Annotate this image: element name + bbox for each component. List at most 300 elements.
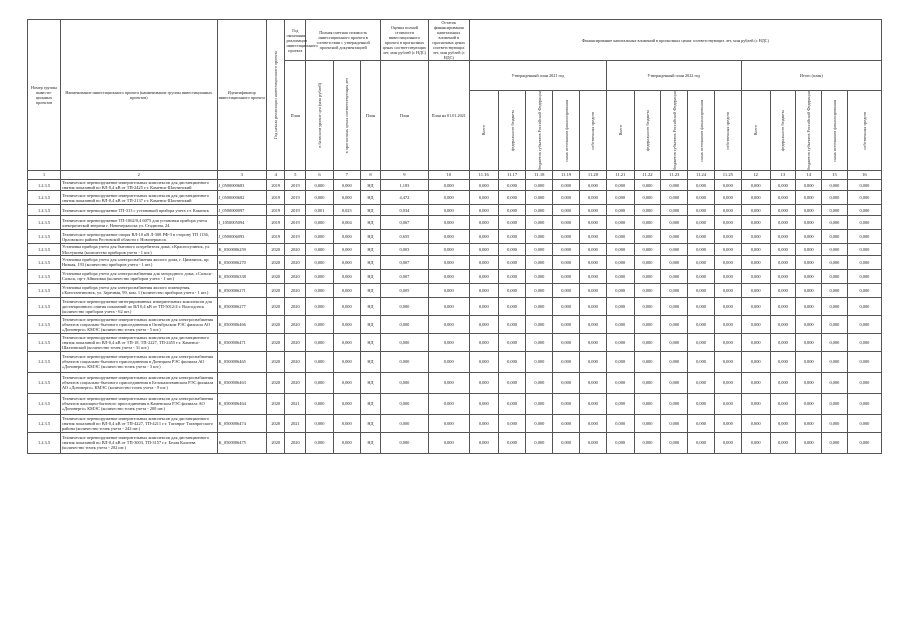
header-total: Итого (план) <box>741 61 881 91</box>
remaining-cell: 0,000 <box>428 205 469 216</box>
cost-base-cell: 0,000 <box>306 216 334 230</box>
financing-value-cell: 0,000 <box>847 372 881 393</box>
table-row <box>28 393 882 414</box>
table-row <box>28 372 882 393</box>
financing-value-cell: 0,000 <box>580 216 607 230</box>
financing-value-cell: 0,000 <box>714 315 741 333</box>
column-number: 11.25 <box>714 171 741 180</box>
financing-value-cell: 0,000 <box>661 432 688 453</box>
financing-value-cell: 0,000 <box>796 432 822 453</box>
header-estimate-group: Оценка полной стоимости инвестиционного проекта в прогнозных ценах соответствующих лет, млн рублей (с НДС) <box>381 20 428 61</box>
column-number: 9 <box>381 171 428 180</box>
financing-value-cell: 0,000 <box>498 191 526 205</box>
cost-forecast-cell: 0,000 <box>333 180 360 191</box>
header-full-cost-group: Полная сметная стоимость инвестиционного проекта в соответствии с утвержденной проектной документацией <box>306 20 381 61</box>
financing-value-cell: 0,000 <box>606 432 634 453</box>
financing-value-cell: 0,000 <box>469 205 498 216</box>
group-number-cell: 1.2.3.5 <box>28 315 61 333</box>
start-year-cell: 2019 <box>266 180 285 191</box>
financing-value-cell: 0,000 <box>634 393 661 414</box>
cost-plan-cell: НД <box>360 372 381 393</box>
financing-value-cell: 0,000 <box>770 414 796 432</box>
financing-value-cell: 0,000 <box>847 244 881 255</box>
cost-base-cell: 0,000 <box>306 283 334 297</box>
financing-value-cell: 0,000 <box>741 216 770 230</box>
financing-value-cell: 0,000 <box>796 191 822 205</box>
cost-forecast-cell: 0,000 <box>333 372 360 393</box>
table-row <box>28 283 882 297</box>
financing-value-cell: 0,000 <box>770 269 796 283</box>
investment-program-table <box>27 19 882 454</box>
financing-value-cell: 0,000 <box>741 414 770 432</box>
financing-value-cell: 0,000 <box>847 255 881 269</box>
group-number-cell: 1.2.3.5 <box>28 230 61 244</box>
header-total-own <box>847 91 881 171</box>
financing-value-cell: 0,000 <box>526 393 553 414</box>
header-2021-total-text: Всего <box>481 125 487 136</box>
project-id-cell: J_0500000683 <box>217 180 266 191</box>
cost-base-cell: 0,000 <box>306 414 334 432</box>
financing-value-cell: 0,000 <box>580 393 607 414</box>
start-year-cell: 2020 <box>266 393 285 414</box>
financing-value-cell: 0,000 <box>796 244 822 255</box>
project-id-cell: K_0500006463 <box>217 372 266 393</box>
financing-value-cell: 0,000 <box>606 283 634 297</box>
financing-value-cell: 0,000 <box>796 315 822 333</box>
cost-forecast-cell: 0,000 <box>333 414 360 432</box>
financing-value-cell: 0,000 <box>661 180 688 191</box>
financing-value-cell: 0,000 <box>469 297 498 315</box>
cost-plan-cell: НД <box>360 180 381 191</box>
financing-value-cell: 0,000 <box>847 297 881 315</box>
cost-forecast-cell: 0,000 <box>333 351 360 372</box>
remaining-cell: 0,000 <box>428 351 469 372</box>
header-2022-fed-text: федерального бюджета <box>645 109 650 152</box>
financing-value-cell: 0,000 <box>688 216 715 230</box>
remaining-cell: 0,000 <box>428 244 469 255</box>
financing-value-cell: 0,000 <box>580 432 607 453</box>
financing-value-cell: 0,000 <box>822 205 848 216</box>
table-row <box>28 230 882 244</box>
financing-value-cell: 0,000 <box>741 372 770 393</box>
financing-value-cell: 0,000 <box>796 230 822 244</box>
end-year-cell: 2020 <box>285 244 306 255</box>
estimate-cell: 0,000 <box>381 315 428 333</box>
header-2021-subj <box>526 91 553 171</box>
estimate-cell: 0,000 <box>381 393 428 414</box>
header-total-own-text: собственных средств <box>861 111 867 150</box>
financing-value-cell: 0,000 <box>469 393 498 414</box>
project-id-cell: K_0500006270 <box>217 255 266 269</box>
financing-value-cell: 0,000 <box>847 351 881 372</box>
column-number: 11.16 <box>469 171 498 180</box>
financing-value-cell: 0,000 <box>526 255 553 269</box>
remaining-cell: 0,000 <box>428 297 469 315</box>
financing-value-cell: 0,000 <box>606 180 634 191</box>
financing-value-cell: 0,000 <box>741 333 770 351</box>
project-name-cell: Техническое перевооружение измерительных комплексов для электроснабжения объектов жилищно-бытового присоединения в Каменском РЭС филиала АО «Донэнерго» КМЭС (количество точек учета - 200 шт.) <box>60 393 217 414</box>
header-2022-fed <box>634 91 661 171</box>
financing-value-cell: 0,000 <box>688 283 715 297</box>
financing-value-cell: 0,000 <box>741 255 770 269</box>
financing-value-cell: 0,000 <box>498 230 526 244</box>
header-2021-total <box>469 91 498 171</box>
header-full-cost-forecast-text: в прогнозных ценах соответствующих лет <box>344 77 350 154</box>
column-number: 1 <box>28 171 61 180</box>
header-2021-other-text: иных источников финансирования <box>563 99 569 162</box>
financing-value-cell: 0,000 <box>847 315 881 333</box>
financing-value-cell: 0,000 <box>526 297 553 315</box>
estimate-cell: 0,000 <box>381 372 428 393</box>
project-name-cell: Техническое перевооружение измерительных комплексов для электроснабжения объектов социально-бытового присоединения в Донецком РЭС филиала АО «Донэнерго» КМЭС (количество точек учета - 3 шт.) <box>60 351 217 372</box>
financing-value-cell: 0,000 <box>498 297 526 315</box>
financing-value-cell: 0,000 <box>822 216 848 230</box>
financing-value-cell: 0,000 <box>661 297 688 315</box>
estimate-cell: 0,034 <box>381 205 428 216</box>
cost-plan-cell: НД <box>360 414 381 432</box>
financing-value-cell: 0,000 <box>634 180 661 191</box>
financing-value-cell: 0,000 <box>553 191 580 205</box>
cost-forecast-cell: 0,000 <box>333 283 360 297</box>
financing-value-cell: 0,000 <box>526 191 553 205</box>
financing-value-cell: 0,000 <box>847 191 881 205</box>
cost-plan-cell: НД <box>360 351 381 372</box>
cost-forecast-cell: 0,000 <box>333 230 360 244</box>
project-name-cell: Техническое перевооружение измерительных комплексов для электроснабжения объектов социально-бытового присоединения в Белокалитвинском РЭС филиала АО «Донэнерго» КМЭС (количество точек учета - 9 шт.) <box>60 372 217 393</box>
financing-value-cell: 0,000 <box>498 432 526 453</box>
remaining-cell: 0,000 <box>428 255 469 269</box>
financing-value-cell: 0,000 <box>661 393 688 414</box>
financing-value-cell: 0,000 <box>714 205 741 216</box>
header-remaining-plan: План на 01.01.2021 <box>428 61 469 171</box>
financing-value-cell: 0,000 <box>847 432 881 453</box>
financing-value-cell: 0,000 <box>714 269 741 283</box>
column-number: 11.21 <box>606 171 634 180</box>
remaining-cell: 0,000 <box>428 283 469 297</box>
financing-value-cell: 0,000 <box>770 315 796 333</box>
header-financing-group: Финансирование капитальных вложений в прогнозных ценах соответствующих лет, млн рублей (с НДС) <box>469 20 881 61</box>
table-row <box>28 216 882 230</box>
financing-value-cell: 0,000 <box>661 230 688 244</box>
financing-value-cell: 0,000 <box>580 333 607 351</box>
start-year-cell: 2019 <box>266 191 285 205</box>
financing-value-cell: 0,000 <box>469 216 498 230</box>
financing-value-cell: 0,000 <box>553 216 580 230</box>
table-row <box>28 205 882 216</box>
header-estimate-plan: План <box>381 61 428 171</box>
financing-value-cell: 0,000 <box>498 269 526 283</box>
financing-value-cell: 0,000 <box>469 244 498 255</box>
financing-value-cell: 0,000 <box>606 372 634 393</box>
financing-value-cell: 0,000 <box>498 315 526 333</box>
financing-value-cell: 0,000 <box>553 432 580 453</box>
group-number-cell: 1.2.3.5 <box>28 372 61 393</box>
end-year-cell: 2020 <box>285 333 306 351</box>
header-2022-own-text: собственных средств <box>725 111 731 150</box>
cost-plan-cell: НД <box>360 333 381 351</box>
financing-value-cell: 0,000 <box>714 180 741 191</box>
table-row <box>28 297 882 315</box>
financing-value-cell: 0,000 <box>847 216 881 230</box>
cost-forecast-cell: 0,000 <box>333 393 360 414</box>
project-id-cell: K_0500006464 <box>217 393 266 414</box>
end-year-cell: 2020 <box>285 283 306 297</box>
estimate-cell: 0,000 <box>381 432 428 453</box>
financing-value-cell: 0,000 <box>688 230 715 244</box>
remaining-cell: 0,000 <box>428 414 469 432</box>
cost-base-cell: 0,000 <box>306 180 334 191</box>
table-row <box>28 333 882 351</box>
financing-value-cell: 0,000 <box>822 351 848 372</box>
financing-value-cell: 0,000 <box>688 315 715 333</box>
financing-value-cell: 0,000 <box>498 205 526 216</box>
financing-value-cell: 0,000 <box>847 180 881 191</box>
estimate-cell: 0,655 <box>381 230 428 244</box>
financing-value-cell: 0,000 <box>714 414 741 432</box>
header-full-cost-plan: План <box>360 61 381 171</box>
financing-value-cell: 0,000 <box>553 414 580 432</box>
table-row <box>28 269 882 283</box>
project-id-cell: J_0500000682 <box>217 191 266 205</box>
financing-value-cell: 0,000 <box>580 372 607 393</box>
financing-value-cell: 0,000 <box>661 414 688 432</box>
financing-value-cell: 0,000 <box>661 372 688 393</box>
financing-value-cell: 0,000 <box>714 216 741 230</box>
table-row <box>28 255 882 269</box>
table-row <box>28 191 882 205</box>
column-number: 7 <box>333 171 360 180</box>
financing-value-cell: 0,000 <box>796 372 822 393</box>
column-number: 11.22 <box>634 171 661 180</box>
column-number: 3 <box>217 171 266 180</box>
remaining-cell: 0,000 <box>428 269 469 283</box>
financing-value-cell: 0,000 <box>688 269 715 283</box>
project-name-cell: Установка прибора учета для бытового потребителя дома, г.Красносулинск, ул. Мостушева (количество приборов учета - 1 шт.) <box>60 244 217 255</box>
cost-plan-cell: НД <box>360 230 381 244</box>
financing-value-cell: 0,000 <box>796 351 822 372</box>
end-year-cell: 2019 <box>285 205 306 216</box>
end-year-cell: 2020 <box>285 269 306 283</box>
end-year-cell: 2020 <box>285 255 306 269</box>
financing-value-cell: 0,000 <box>553 393 580 414</box>
financing-value-cell: 0,000 <box>714 283 741 297</box>
financing-value-cell: 0,000 <box>661 269 688 283</box>
financing-value-cell: 0,000 <box>526 351 553 372</box>
project-id-cell: K_0500006465 <box>217 351 266 372</box>
group-number-cell: 1.2.3.5 <box>28 333 61 351</box>
financing-value-cell: 0,000 <box>796 216 822 230</box>
cost-base-cell: 0,000 <box>306 230 334 244</box>
project-name-cell: Установка прибора учета для электроснабжения жилого дома, г. Цимлянск, пр. Низкая, 193 (количество приборов учета - 1 шт.) <box>60 255 217 269</box>
financing-value-cell: 0,000 <box>741 283 770 297</box>
header-2022-total-text: Всего <box>617 125 623 136</box>
group-number-cell: 1.2.3.5 <box>28 393 61 414</box>
financing-value-cell: 0,000 <box>688 432 715 453</box>
financing-value-cell: 0,000 <box>526 230 553 244</box>
header-2021-own <box>580 91 607 171</box>
financing-value-cell: 0,000 <box>822 180 848 191</box>
financing-value-cell: 0,000 <box>580 205 607 216</box>
financing-value-cell: 0,000 <box>741 205 770 216</box>
financing-value-cell: 0,000 <box>770 283 796 297</box>
financing-value-cell: 0,000 <box>714 372 741 393</box>
financing-value-cell: 0,000 <box>847 230 881 244</box>
project-name-cell: Техническое перевооружение измерительных комплексов для электроснабжения объектов социально-бытового присоединения в Октябрьском РЭС филиала АО «Донэнерго» КМЭС (количество точек учета - 5 шт.) <box>60 315 217 333</box>
end-year-cell: 2020 <box>285 315 306 333</box>
group-number-cell: 1.2.3.5 <box>28 297 61 315</box>
project-id-cell: K_0500006471 <box>217 333 266 351</box>
end-year-cell: 2021 <box>285 393 306 414</box>
cost-forecast-cell: 0,000 <box>333 432 360 453</box>
cost-base-cell: 0,000 <box>306 269 334 283</box>
financing-value-cell: 0,000 <box>661 205 688 216</box>
group-number-cell: 1.2.3.5 <box>28 432 61 453</box>
header-remaining-group: Остаток финансирования капитальных вложений в прогнозных ценах соответствующих лет, млн рублей (с НДС) <box>428 20 469 61</box>
project-id-cell: K_0500006259 <box>217 244 266 255</box>
cost-plan-cell: НД <box>360 244 381 255</box>
financing-value-cell: 0,000 <box>714 351 741 372</box>
financing-value-cell: 0,000 <box>469 414 498 432</box>
project-name-cell: Техническое перевооружение ТП-1062/0,4 6075 для установки прибора учета электрической энергии г. Новочеркасска ул. Стадиона, 24 <box>60 216 217 230</box>
financing-value-cell: 0,000 <box>498 244 526 255</box>
column-number: 8 <box>360 171 381 180</box>
cost-base-cell: 0,000 <box>306 393 334 414</box>
financing-value-cell: 0,000 <box>847 205 881 216</box>
estimate-cell: 0,005 <box>381 283 428 297</box>
column-number: 15 <box>822 171 848 180</box>
financing-value-cell: 0,000 <box>606 269 634 283</box>
group-number-cell: 1.2.3.5 <box>28 205 61 216</box>
financing-value-cell: 0,000 <box>770 393 796 414</box>
financing-value-cell: 0,000 <box>469 372 498 393</box>
estimate-cell: 0,000 <box>381 333 428 351</box>
financing-value-cell: 0,000 <box>741 393 770 414</box>
financing-value-cell: 0,000 <box>688 255 715 269</box>
end-year-cell: 2019 <box>285 216 306 230</box>
cost-base-cell: 0,000 <box>306 351 334 372</box>
financing-value-cell: 0,000 <box>688 205 715 216</box>
financing-value-cell: 0,000 <box>498 180 526 191</box>
estimate-cell: 0,000 <box>381 414 428 432</box>
start-year-cell: 2020 <box>266 414 285 432</box>
cost-forecast-cell: 0,004 <box>333 216 360 230</box>
cost-plan-cell: НД <box>360 283 381 297</box>
estimate-cell: 0,003 <box>381 244 428 255</box>
column-number: 6 <box>306 171 334 180</box>
financing-value-cell: 0,000 <box>634 297 661 315</box>
financing-value-cell: 0,000 <box>553 283 580 297</box>
financing-value-cell: 0,000 <box>714 230 741 244</box>
end-year-cell: 2020 <box>285 297 306 315</box>
header-total-subj <box>796 91 822 171</box>
estimate-cell: 0,067 <box>381 216 428 230</box>
financing-value-cell: 0,000 <box>606 191 634 205</box>
start-year-cell: 2020 <box>266 269 285 283</box>
financing-value-cell: 0,000 <box>469 269 498 283</box>
cost-forecast-cell: 0,000 <box>333 244 360 255</box>
column-number: 11.17 <box>498 171 526 180</box>
cost-base-cell: 0,001 <box>306 205 334 216</box>
financing-value-cell: 0,000 <box>822 230 848 244</box>
financing-value-cell: 0,000 <box>469 432 498 453</box>
financing-value-cell: 0,000 <box>634 414 661 432</box>
financing-value-cell: 0,000 <box>741 297 770 315</box>
cost-base-cell: 0,000 <box>306 191 334 205</box>
project-name-cell: Техническое перевооружение опоры ВЛ-10 кВ Л-308 РФ-3 в сторону ТП 1136, Орловского района Ростовской области г. Новочеркасск <box>60 230 217 244</box>
financing-value-cell: 0,000 <box>741 180 770 191</box>
financing-value-cell: 0,000 <box>580 283 607 297</box>
financing-value-cell: 0,000 <box>526 414 553 432</box>
cost-base-cell: 0,000 <box>306 244 334 255</box>
header-plan-2021: Утвержденный план 2021 год <box>469 61 606 91</box>
financing-value-cell: 0,000 <box>580 297 607 315</box>
financing-value-cell: 0,000 <box>606 351 634 372</box>
financing-value-cell: 0,000 <box>526 216 553 230</box>
cost-plan-cell: НД <box>360 393 381 414</box>
header-2022-other <box>688 91 715 171</box>
header-2022-total <box>606 91 634 171</box>
financing-value-cell: 0,000 <box>498 255 526 269</box>
financing-value-cell: 0,000 <box>796 255 822 269</box>
financing-value-cell: 0,000 <box>714 333 741 351</box>
financing-value-cell: 0,000 <box>796 414 822 432</box>
header-2021-fed-text: федерального бюджета <box>509 109 515 152</box>
project-id-cell: K_0500006338 <box>217 269 266 283</box>
project-name-cell: Техническое перевооружение интегрированных измерительных комплексов для дистанционного снятия показаний по ВЛ 0,4 кВ от ТП-5012/4 г. Волгодонск (количество приборов учета - 62 шт.) <box>60 297 217 315</box>
financing-value-cell: 0,000 <box>688 297 715 315</box>
project-id-cell: K_0500006475 <box>217 432 266 453</box>
project-name-cell: Техническое перевооружение измерительных комплексов для дистанционного снятия показаний по ВЛ-0,4 кВ от ТП-4227, ТП-4211 г.т. Таганрог Таганрогского района (количество точек учета - 242 шт.) <box>60 414 217 432</box>
financing-value-cell: 0,000 <box>770 180 796 191</box>
cost-forecast-cell: 0,025 <box>333 205 360 216</box>
financing-value-cell: 0,000 <box>770 432 796 453</box>
header-full-cost-base <box>306 61 334 171</box>
header-total-total-text: Всего <box>753 125 759 136</box>
cost-forecast-cell: 0,000 <box>333 255 360 269</box>
header-project-name: Наименование инвестиционного проекта (наименование группы инвестиционных проектов) <box>60 20 217 171</box>
financing-value-cell: 0,000 <box>770 230 796 244</box>
financing-value-cell: 0,000 <box>796 205 822 216</box>
financing-value-cell: 0,000 <box>469 283 498 297</box>
financing-value-cell: 0,000 <box>661 351 688 372</box>
table-row <box>28 414 882 432</box>
end-year-cell: 2020 <box>285 351 306 372</box>
header-2021-own-text: собственных средств <box>590 111 596 150</box>
financing-value-cell: 0,000 <box>796 393 822 414</box>
financing-value-cell: 0,000 <box>847 269 881 283</box>
project-name-cell: Установка прибора учета для электроснабжения жилого помещения, г.Константиновск, ул. Заречная, 99, ком. 1 (количество приборов учета - 1 шт.) <box>60 283 217 297</box>
remaining-cell: 0,000 <box>428 180 469 191</box>
financing-value-cell: 0,000 <box>822 191 848 205</box>
financing-value-cell: 0,000 <box>526 180 553 191</box>
financing-value-cell: 0,000 <box>634 351 661 372</box>
financing-value-cell: 0,000 <box>580 255 607 269</box>
financing-value-cell: 0,000 <box>688 191 715 205</box>
financing-value-cell: 0,000 <box>770 216 796 230</box>
header-plan-2022: Утвержденный план 2022 год <box>606 61 741 91</box>
end-year-cell: 2019 <box>285 180 306 191</box>
remaining-cell: 0,000 <box>428 333 469 351</box>
financing-value-cell: 0,000 <box>498 414 526 432</box>
group-number-cell: 1.2.3.5 <box>28 244 61 255</box>
header-total-other <box>822 91 848 171</box>
financing-value-cell: 0,000 <box>847 283 881 297</box>
financing-value-cell: 0,000 <box>634 191 661 205</box>
cost-base-cell: 0,000 <box>306 315 334 333</box>
header-2022-own <box>714 91 741 171</box>
header-total-total <box>741 91 770 171</box>
financing-value-cell: 0,000 <box>606 216 634 230</box>
